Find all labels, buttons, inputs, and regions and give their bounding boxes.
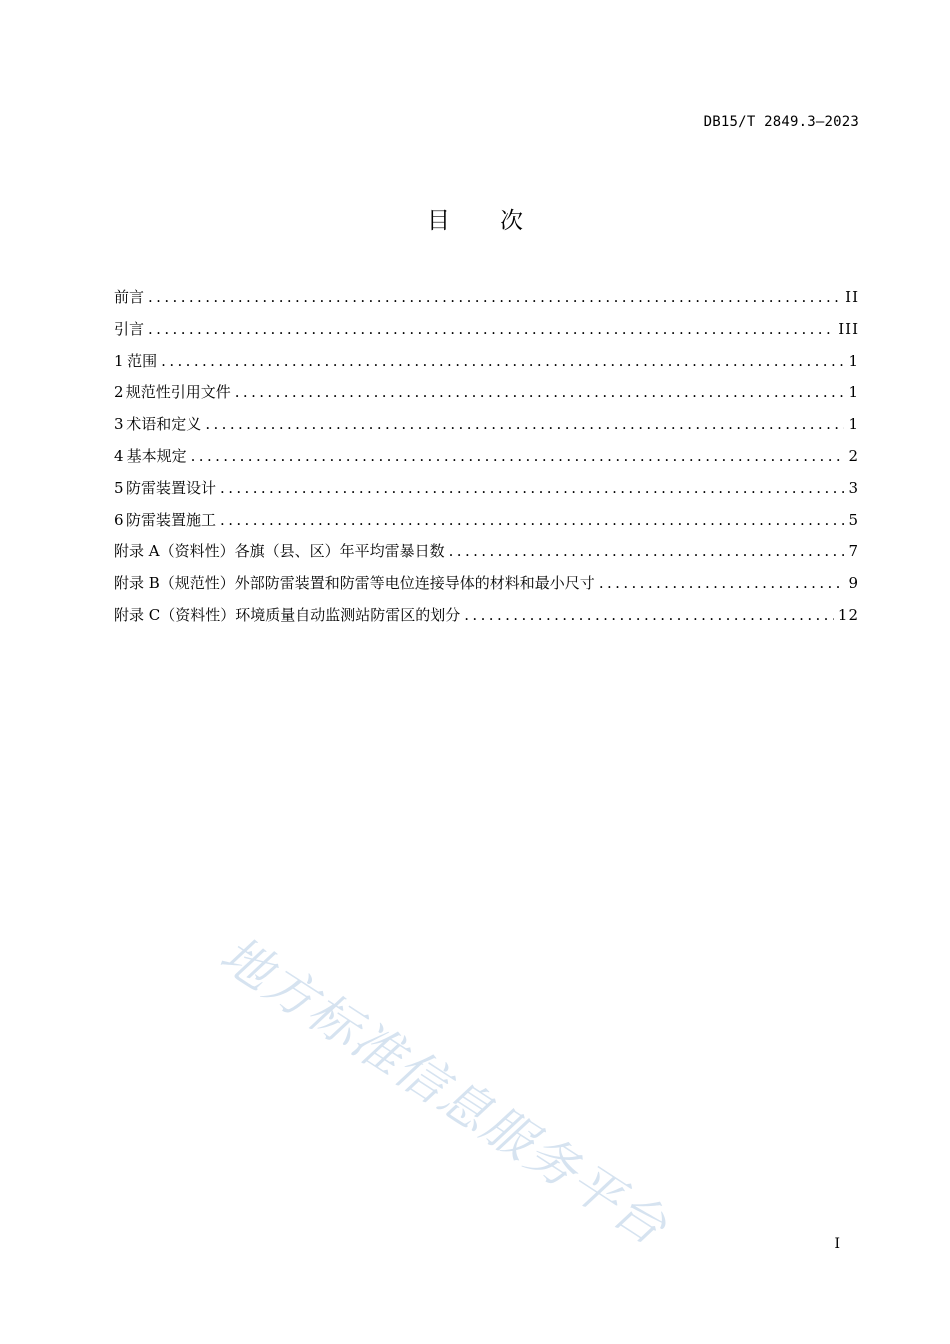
toc-entry[interactable] — [114, 286, 859, 318]
toc-entry[interactable] — [114, 477, 859, 509]
toc-entry-title: 范围 — [127, 351, 158, 370]
toc-dot-leader — [464, 606, 834, 624]
toc-entry[interactable] — [114, 350, 859, 382]
toc-entry-number: 1 — [114, 351, 124, 370]
toc-dot-leader — [235, 383, 845, 401]
toc-entry[interactable] — [114, 413, 859, 445]
toc-entry-title: 防雷装置施工 — [126, 510, 217, 529]
document-code: DB15/T 2849.3—2023 — [703, 114, 859, 130]
toc-entry[interactable] — [114, 572, 859, 604]
watermark: 地方标准信息服务平台 — [210, 925, 678, 1257]
toc-entry-page: III — [838, 319, 859, 338]
toc-entry-page: II — [845, 288, 859, 306]
toc-entry[interactable] — [114, 604, 859, 636]
toc-entry-page: 2 — [848, 446, 859, 465]
toc-entry-page: 9 — [848, 574, 859, 593]
toc-dot-leader — [191, 447, 845, 465]
toc-entry-page: 1 — [848, 415, 859, 434]
toc-entry-appendix-label: 附录 B（规范性） — [114, 574, 235, 593]
toc-entry-number: 3 — [114, 415, 124, 434]
toc-entry-page: 7 — [848, 542, 859, 561]
toc-entry[interactable] — [114, 318, 859, 350]
toc-dot-leader — [220, 479, 844, 497]
toc-entry-title: 环境质量自动监测站防雷区的划分 — [235, 605, 461, 624]
toc-entry-title: 前言 — [114, 288, 145, 306]
table-of-contents — [114, 286, 859, 636]
toc-entry-number: 4 — [114, 446, 124, 465]
toc-entry-page: 12 — [837, 605, 859, 624]
toc-entry[interactable] — [114, 445, 859, 477]
page-title: 目次 — [427, 208, 573, 234]
toc-entry[interactable] — [114, 381, 859, 413]
toc-entry-title: 规范性引用文件 — [125, 383, 231, 402]
toc-entry-title: 引言 — [114, 319, 145, 338]
toc-dot-leader — [220, 511, 844, 529]
toc-entry-page: 1 — [848, 383, 859, 402]
toc-entry-number: 2 — [114, 383, 124, 402]
toc-entry-title: 防雷装置设计 — [126, 478, 217, 497]
toc-entry-page: 3 — [848, 478, 859, 497]
toc-entry-appendix-label: 附录 C（资料性） — [114, 605, 236, 624]
toc-dot-leader — [449, 542, 845, 560]
toc-entry-appendix-label: 附录 A（资料性） — [114, 542, 235, 561]
toc-dot-leader — [161, 352, 844, 370]
toc-entry-number: 6 — [114, 510, 124, 529]
toc-entry-title: 术语和定义 — [126, 415, 202, 434]
footer-page-number: I — [834, 1236, 840, 1252]
toc-dot-leader — [599, 574, 845, 592]
toc-entry-page: 5 — [848, 510, 859, 529]
toc-entry[interactable] — [114, 509, 859, 541]
toc-dot-leader — [205, 415, 844, 433]
toc-entry-title: 基本规定 — [126, 446, 187, 465]
toc-entry-page: 1 — [848, 351, 859, 370]
toc-dot-leader — [148, 320, 834, 338]
toc-entry-title: 各旗（县、区）年平均雷暴日数 — [234, 542, 445, 561]
toc-entry[interactable] — [114, 540, 859, 572]
toc-entry-title: 外部防雷装置和防雷等电位连接导体的材料和最小尺寸 — [234, 574, 595, 593]
toc-entry-number: 5 — [114, 478, 124, 497]
toc-dot-leader — [148, 288, 841, 306]
